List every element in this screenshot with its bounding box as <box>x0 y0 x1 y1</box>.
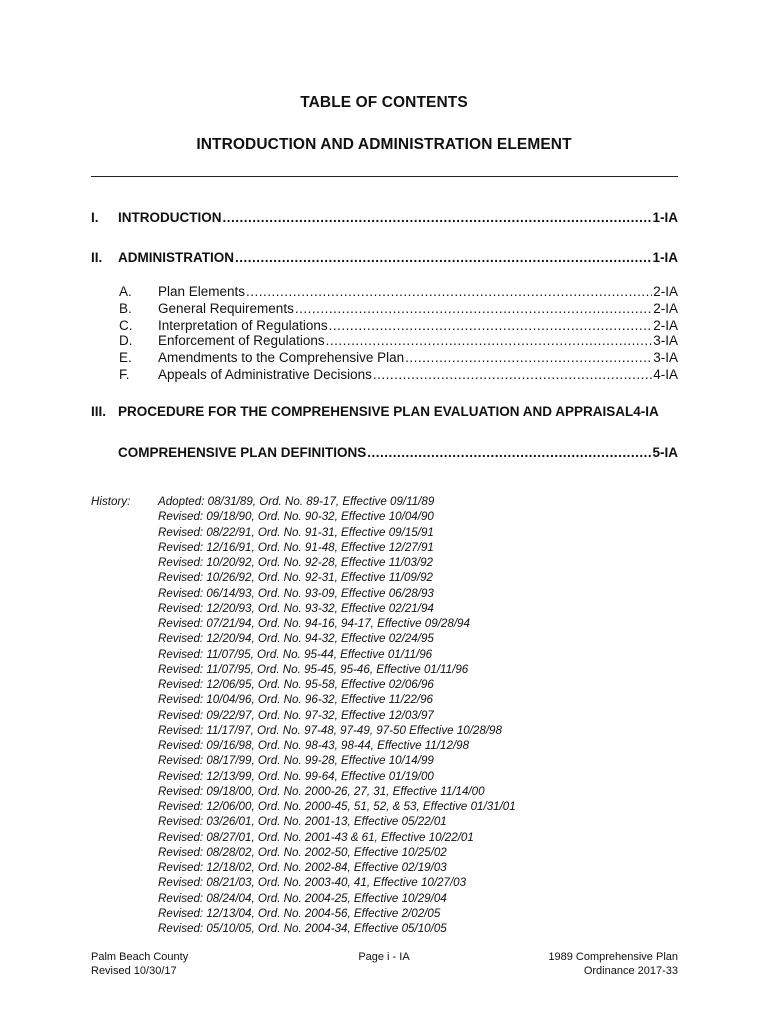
toc-leader-dots <box>246 284 652 299</box>
history-entry: Revised: 09/22/97, Ord. No. 97-32, Effective 12/03/97 <box>158 708 434 722</box>
history-entry: Revised: 09/18/90, Ord. No. 90-32, Effective 10/04/90 <box>158 510 434 524</box>
footer-county: Palm Beach County <box>91 951 189 963</box>
history-entry: Revised: 11/07/95, Ord. No. 95-45, 95-46, Effective 01/11/96 <box>158 662 469 676</box>
history-entry: Revised: 10/04/96, Ord. No. 96-32, Effective 11/22/96 <box>158 693 433 707</box>
toc-section-page: 4-IA <box>633 404 659 419</box>
toc-section-definitions[interactable] <box>91 445 678 460</box>
toc-section-procedure[interactable] <box>91 404 678 419</box>
toc-section-administration[interactable] <box>91 250 678 265</box>
toc-section-label: INTRODUCTION <box>118 210 222 225</box>
history-entry: Revised: 12/18/02, Ord. No. 2002-84, Effective 02/19/03 <box>158 861 447 874</box>
toc-subsection-label: Enforcement of Regulations <box>158 333 325 348</box>
footer-right <box>548 950 678 978</box>
toc-subsection-label: Plan Elements <box>158 284 246 299</box>
page-title: TABLE OF CONTENTS <box>300 94 468 111</box>
footer-ordinance: Ordinance 2017-33 <box>583 965 678 977</box>
toc-subsection-plan-elements[interactable] <box>119 284 678 299</box>
toc-section-page: 5-IA <box>652 445 678 460</box>
toc-section-label: COMPREHENSIVE PLAN DEFINITIONS <box>118 445 367 460</box>
toc-subsection-amendments[interactable] <box>119 350 678 365</box>
toc-section-label: ADMINISTRATION <box>118 250 234 265</box>
toc-section-number: I. <box>91 210 99 225</box>
history-entry: Revised: 12/20/93, Ord. No. 93-32, Effective 02/21/94 <box>158 601 434 615</box>
history-entry: Revised: 11/17/97, Ord. No. 97-48, 97-49, 97-50 Effective 10/28/98 <box>158 723 502 737</box>
history-entry: Revised: 07/21/94, Ord. No. 94-16, 94-17, Effective 09/28/94 <box>158 617 470 630</box>
toc-subsection-letter: A. <box>119 284 132 299</box>
history-entry: Revised: 09/18/00, Ord. No. 2000-26, 27, 31, Effective 11/14/00 <box>158 784 485 798</box>
history-entry: Revised: 12/16/91, Ord. No. 91-48, Effective 12/27/91 <box>158 540 434 554</box>
toc-subsection-general-requirements[interactable] <box>119 301 678 316</box>
toc-subsection-letter: E. <box>119 350 132 365</box>
header-divider <box>91 176 678 177</box>
history-entry: Revised: 08/28/02, Ord. No. 2002-50, Effective 10/25/02 <box>158 845 447 859</box>
toc-subsection-page: 2-IA <box>653 284 678 299</box>
history-entry: Revised: 03/26/01, Ord. No. 2001-13, Effective 05/22/01 <box>158 815 447 829</box>
toc-section-number: III. <box>91 404 107 419</box>
history-list <box>158 494 678 936</box>
toc-subsection-label: General Requirements <box>158 301 294 316</box>
footer-center <box>284 950 484 964</box>
history-entry: Revised: 11/07/95, Ord. No. 95-44, Effective 01/11/96 <box>158 647 433 661</box>
footer-revised-date: Revised 10/30/17 <box>91 965 177 977</box>
history-entry: Revised: 12/20/94, Ord. No. 94-32, Effective 02/24/95 <box>158 632 434 646</box>
history-entry: Revised: 08/27/01, Ord. No. 2001-43 & 61, Effective 10/22/01 <box>158 830 474 844</box>
toc-subsection-label: Interpretation of Regulations <box>158 318 328 333</box>
toc-section-introduction[interactable] <box>91 210 678 225</box>
history-entry: Revised: 06/14/93, Ord. No. 93-09, Effective 06/28/93 <box>158 586 434 600</box>
toc-leader-dots <box>295 301 652 316</box>
toc-subsection-page: 4-IA <box>653 367 678 382</box>
toc-subsection-appeals[interactable] <box>119 367 678 382</box>
toc-subsection-letter: B. <box>119 301 132 316</box>
toc-leader-dots <box>373 367 652 382</box>
history-entry: Revised: 08/17/99, Ord. No. 99-28, Effective 10/14/99 <box>158 754 434 768</box>
footer-left <box>91 950 188 978</box>
history-entry: Revised: 08/24/04, Ord. No. 2004-25, Effective 10/29/04 <box>158 891 447 905</box>
toc-subsection-interpretation[interactable] <box>119 318 678 333</box>
page-number: Page i - IA <box>358 951 410 963</box>
history-entry: Revised: 10/26/92, Ord. No. 92-31, Effective 11/09/92 <box>158 571 433 585</box>
toc-subsection-page: 2-IA <box>653 318 678 333</box>
history-block <box>91 494 678 936</box>
toc-leader-dots <box>405 350 652 365</box>
history-entry: Revised: 08/22/91, Ord. No. 91-31, Effective 09/15/91 <box>158 525 434 539</box>
toc-subsection-page: 2-IA <box>653 301 678 316</box>
toc-subsection-label: Appeals of Administrative Decisions <box>158 367 372 382</box>
footer-plan-name: 1989 Comprehensive Plan <box>548 951 678 963</box>
toc-subsection-page: 3-IA <box>653 350 678 365</box>
history-entry: Revised: 10/20/92, Ord. No. 92-28, Effective 11/03/92 <box>158 556 433 569</box>
toc-section-page: 1-IA <box>652 250 678 265</box>
toc-section-label: PROCEDURE FOR THE COMPREHENSIVE PLAN EVALUATION AND APPRAISAL <box>118 404 634 419</box>
history-entry: Revised: 12/06/95, Ord. No. 95-58, Effective 02/06/96 <box>158 678 434 691</box>
toc-subsection-enforcement[interactable] <box>119 333 678 348</box>
toc-leader-dots <box>235 250 651 265</box>
history-entry: Revised: 12/13/04, Ord. No. 2004-56, Effective 2/02/05 <box>158 906 441 920</box>
history-entry: Revised: 12/13/99, Ord. No. 99-64, Effective 01/19/00 <box>158 769 434 783</box>
history-label: History: <box>91 495 131 508</box>
toc-subsection-page: 3-IA <box>653 333 678 348</box>
toc-subsection-letter: F. <box>119 367 130 382</box>
toc-subsection-label: Amendments to the Comprehensive Plan <box>158 350 405 365</box>
toc-section-number: II. <box>91 250 103 265</box>
history-entry: Revised: 12/06/00, Ord. No. 2000-45, 51, 52, & 53, Effective 01/31/01 <box>158 800 516 813</box>
toc-section-page: 1-IA <box>652 210 678 225</box>
element-title: INTRODUCTION AND ADMINISTRATION ELEMENT <box>196 136 572 153</box>
history-entry: Revised: 05/10/05, Ord. No. 2004-34, Effective 05/10/05 <box>158 922 447 935</box>
history-entry: Revised: 09/16/98, Ord. No. 98-43, 98-44, Effective 11/12/98 <box>158 739 470 752</box>
toc-leader-dots <box>367 445 651 460</box>
history-entry: Adopted: 08/31/89, Ord. No. 89-17, Effective 09/11/89 <box>158 495 435 508</box>
toc-subsection-letter: D. <box>119 333 133 348</box>
toc-leader-dots <box>326 333 653 348</box>
toc-subsection-letter: C. <box>119 318 133 333</box>
toc-leader-dots <box>329 318 653 333</box>
toc-leader-dots <box>223 210 652 225</box>
history-entry: Revised: 08/21/03, Ord. No. 2003-40, 41, Effective 10/27/03 <box>158 876 467 890</box>
